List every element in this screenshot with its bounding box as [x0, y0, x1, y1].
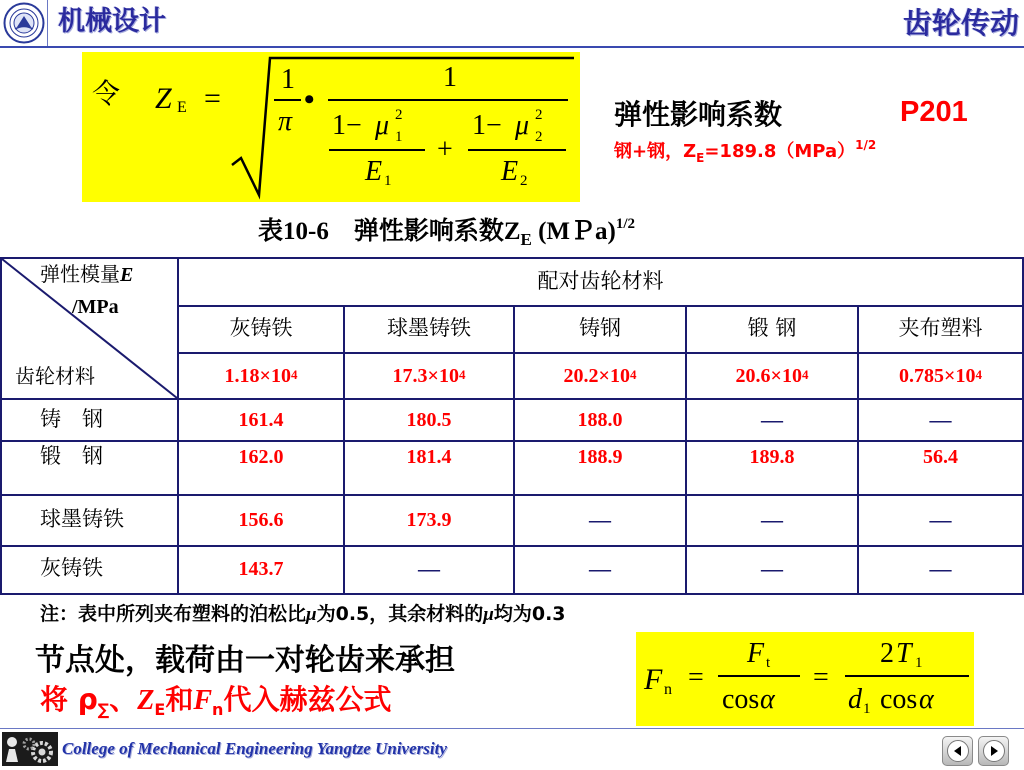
modulus-mantissa: 20.2×10 [563, 365, 630, 387]
table-rule [178, 352, 1024, 354]
modulus-exponent: 4 [458, 366, 466, 382]
mu1-symbol: μ [375, 110, 390, 141]
table-cell: — [761, 407, 783, 432]
table-rule [0, 593, 1024, 595]
fn-symbol: F [193, 685, 213, 716]
modulus-value [179, 360, 343, 392]
table-cell: — [761, 507, 783, 532]
e2-subscript: 2 [520, 173, 528, 189]
corner-modulus-label [40, 264, 133, 285]
ft-symbol: F [747, 638, 765, 669]
term2-numerator: 1− [472, 110, 502, 141]
table-cell: — [589, 507, 611, 532]
table-rule [0, 494, 1024, 496]
modulus-exponent: 4 [801, 366, 809, 382]
column-header: 夹布塑料 [898, 315, 983, 340]
page-reference: P201 [900, 96, 968, 128]
header-separator [47, 0, 48, 46]
ze-symbol: Z [155, 82, 172, 115]
table-cell: 188.9 [577, 446, 623, 468]
main-fraction-bar [328, 99, 568, 101]
table-cell: — [929, 556, 952, 581]
modulus-label-text: 弹性模量 [40, 262, 120, 286]
diameter-subscript: 1 [863, 701, 871, 717]
mu1-superscript: 2 [395, 107, 403, 123]
column-header: 球墨铸铁 [387, 315, 471, 340]
column-header: 灰铸铁 [229, 315, 293, 340]
ft-subscript: t [766, 655, 771, 671]
diameter-symbol: d [848, 684, 862, 715]
footer-rule [0, 728, 1024, 729]
steel-pair-subscript: E [696, 151, 705, 165]
one-over-pi-bar [274, 99, 301, 101]
substitution-conjunction: 和 [165, 683, 194, 716]
substitution-prefix: 将 ρ [40, 683, 98, 716]
header-rule [0, 46, 1024, 48]
table-cell: — [418, 556, 440, 581]
table-cell: 173.9 [406, 509, 452, 531]
modulus-exponent: 4 [290, 366, 298, 382]
modulus-value [859, 360, 1022, 392]
steel-pair-exponent: 1/2 [855, 138, 877, 152]
table-cell: 181.4 [406, 446, 452, 468]
poisson-symbol: μ [483, 604, 494, 625]
substitution-suffix: 代入赫兹公式 [223, 683, 392, 716]
chapter-title: 齿轮传动 [902, 6, 1019, 40]
next-arrow-icon [983, 740, 1005, 762]
footnote-text: 注：表中所列夹布塑料的泊松比 [40, 603, 307, 625]
fn-formula-box [636, 632, 974, 726]
modulus-value [515, 360, 685, 392]
table-cell: 156.6 [238, 509, 284, 531]
table-title [258, 216, 636, 249]
table-title-text: 表10-6 弹性影响系数Z [258, 218, 521, 245]
corner-material-label: 齿轮材料 [15, 364, 95, 388]
plus-sign: + [437, 134, 453, 165]
ft-fraction-bar [718, 675, 800, 677]
table-cell: — [761, 556, 783, 581]
elastic-coefficient-heading: 弹性影响系数 [614, 98, 783, 131]
table-cell: 56.4 [923, 446, 958, 468]
two-coefficient: 2 [880, 638, 894, 669]
steel-pair-value [614, 138, 877, 165]
college-emblem-icon [2, 732, 58, 766]
torque-subscript: 1 [915, 655, 923, 671]
course-title: 机械设计 [58, 6, 166, 37]
main-numerator: 1 [443, 62, 457, 93]
modulus-mantissa: 17.3×10 [392, 365, 459, 387]
table-cell: 162.0 [238, 446, 284, 468]
mu2-superscript: 2 [535, 107, 543, 123]
table-title-unit: (MＰa) [531, 218, 616, 245]
fn-symbol: F [644, 663, 663, 696]
mu2-symbol: μ [515, 110, 530, 141]
term1-fraction-bar [329, 149, 425, 151]
table-cell: 180.5 [406, 409, 452, 431]
table-title-subscript: E [520, 230, 532, 249]
row-material: 锻 钢 [40, 444, 103, 468]
modulus-mantissa: 1.18×10 [224, 365, 291, 387]
table-cell: — [929, 407, 952, 432]
cos-function: cos [880, 684, 918, 715]
substitution-separator: 、 [109, 683, 138, 716]
equals-sign: = [813, 662, 829, 693]
multiply-dot: • [304, 83, 315, 116]
row-material: 铸 钢 [40, 407, 103, 431]
table-cell: 143.7 [238, 558, 284, 580]
modulus-symbol: E [120, 264, 134, 286]
ze-symbol: Z [137, 685, 155, 716]
e2-symbol: E [501, 156, 519, 187]
pair-material-header: 配对齿轮材料 [537, 268, 664, 293]
e1-symbol: E [365, 156, 383, 187]
modulus-mantissa: 0.785×10 [899, 365, 976, 387]
rho-subscript: ∑ [97, 700, 110, 719]
term1-numerator: 1− [332, 110, 362, 141]
table-cell: 189.8 [749, 446, 795, 468]
column-header: 锻 钢 [747, 315, 797, 340]
modulus-exponent: 4 [975, 366, 982, 382]
table-footnote [40, 605, 566, 624]
modulus-value [345, 360, 513, 392]
substitution-statement [40, 683, 392, 719]
ling-symbol: 令 [92, 77, 121, 110]
modulus-exponent: 4 [629, 366, 637, 382]
e1-subscript: 1 [384, 173, 392, 189]
ze-formula-box [82, 52, 580, 202]
modulus-value [687, 360, 857, 392]
table-cell: 161.4 [238, 409, 284, 431]
college-name: College of Mechanical Engineering Yangtze University [62, 739, 447, 758]
pi-symbol: π [278, 106, 293, 137]
row-material: 球墨铸铁 [40, 507, 124, 531]
equals-sign: = [204, 82, 221, 115]
table-rule [0, 545, 1024, 547]
mu1-subscript: 1 [395, 129, 403, 145]
modulus-mantissa: 20.6×10 [735, 365, 802, 387]
table-title-exponent: 1/2 [615, 216, 636, 232]
table-rule [178, 305, 1024, 307]
equals-sign: = [688, 662, 704, 693]
prev-arrow-icon [947, 740, 969, 762]
column-header: 铸钢 [579, 315, 621, 340]
row-material: 灰铸铁 [40, 556, 103, 580]
prev-slide-button[interactable] [942, 736, 973, 766]
table-cell: 188.0 [577, 409, 623, 431]
torque-fraction-bar [845, 675, 969, 677]
fn-subscript: n [212, 700, 224, 719]
mu2-subscript: 2 [535, 129, 543, 145]
load-statement: 节点处，载荷由一对轮齿来承担 [35, 643, 455, 678]
ze-subscript: E [154, 700, 166, 719]
footnote-text: 为0.5，其余材料的 [316, 603, 484, 625]
alpha-symbol: α [760, 684, 775, 715]
table-cell: — [929, 507, 952, 532]
steel-pair-number: =189.8（MPa） [704, 141, 856, 162]
university-seal-icon [3, 2, 45, 44]
next-slide-button[interactable] [978, 736, 1009, 766]
steel-pair-prefix: 钢+钢，Z [614, 141, 697, 162]
table-cell: — [589, 556, 611, 581]
ze-subscript: E [177, 99, 187, 116]
footnote-text: 均为0.3 [493, 603, 566, 625]
cos-function: cos [722, 684, 760, 715]
term2-fraction-bar [468, 149, 566, 151]
corner-modulus-unit: /MPa [72, 296, 119, 318]
fn-subscript: n [664, 681, 672, 698]
alpha-symbol: α [919, 684, 934, 715]
one-over-pi-numerator: 1 [281, 64, 295, 95]
torque-symbol: T [896, 638, 912, 669]
poisson-symbol: μ [306, 604, 317, 625]
